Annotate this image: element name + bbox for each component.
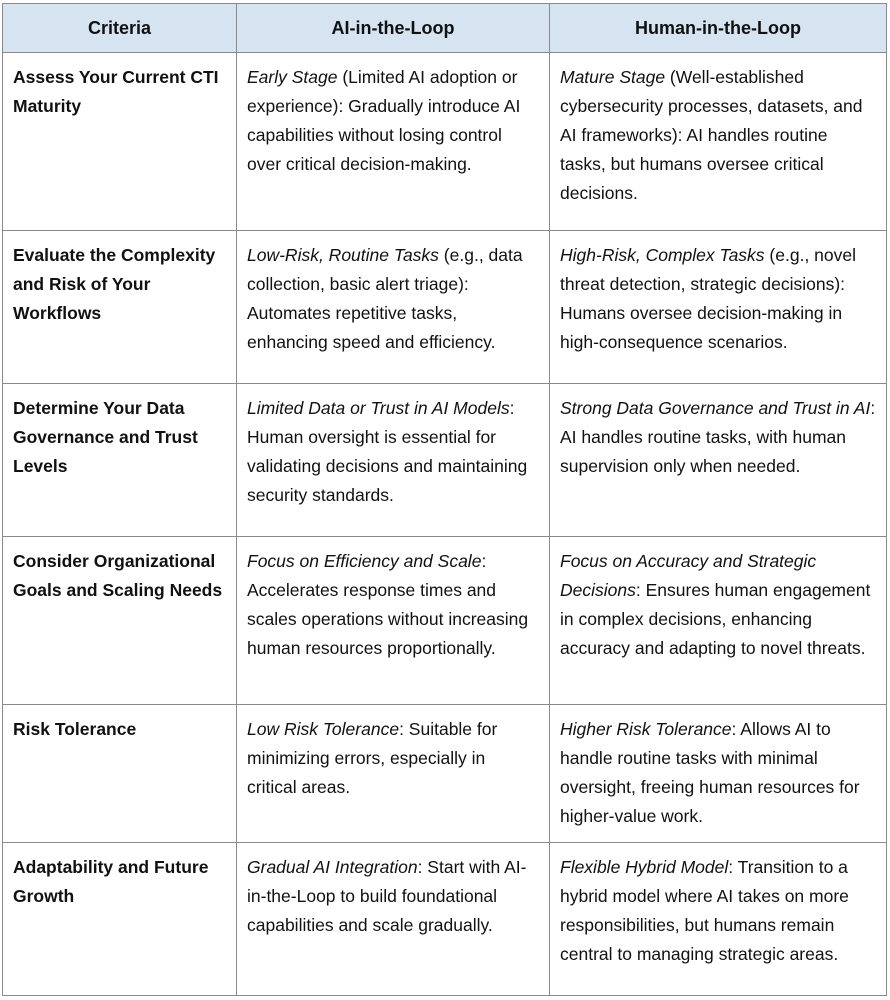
- criteria-cell: Assess Your Current CTI Maturity: [3, 53, 237, 231]
- ai-in-the-loop-cell: [237, 705, 550, 843]
- ai-description: : Accelerates response times and scales operations without increasing human resources proportionally.: [247, 551, 529, 658]
- ai-in-the-loop-cell: [237, 384, 550, 537]
- human-in-the-loop-cell: [550, 53, 887, 231]
- ai-in-the-loop-cell: [237, 843, 550, 996]
- ai-emphasis: Focus on Efficiency and Scale: [247, 551, 482, 571]
- human-description: : Ensures human engagement in complex decisions, enhancing accuracy and adapting to novel threats.: [560, 580, 871, 658]
- human-in-the-loop-cell: [550, 843, 887, 996]
- ai-emphasis: Gradual AI Integration: [247, 857, 418, 877]
- ai-description: : Human oversight is essential for validating decisions and maintaining security standards.: [247, 398, 528, 505]
- ai-emphasis: Low Risk Tolerance: [247, 719, 400, 739]
- table-header: [3, 4, 887, 53]
- ai-description: (e.g., data collection, basic alert triage): Automates repetitive tasks, enhancing speed and efficiency.: [247, 245, 523, 352]
- header-ai-in-the-loop: AI-in-the-Loop: [237, 4, 550, 53]
- table-row: [3, 537, 887, 705]
- human-emphasis: Higher Risk Tolerance: [560, 719, 732, 739]
- header-row: [3, 4, 887, 53]
- ai-emphasis: Early Stage: [247, 67, 338, 87]
- criteria-cell: Evaluate the Complexity and Risk of Your Workflows: [3, 231, 237, 384]
- human-in-the-loop-cell: [550, 537, 887, 705]
- ai-emphasis: Low-Risk, Routine Tasks: [247, 245, 439, 265]
- table-row: [3, 53, 887, 231]
- table-body: [3, 53, 887, 996]
- human-description: : AI handles routine tasks, with human supervision only when needed.: [560, 398, 876, 476]
- criteria-cell: Consider Organizational Goals and Scaling Needs: [3, 537, 237, 705]
- header-criteria: Criteria: [3, 4, 237, 53]
- ai-description: : Suitable for minimizing errors, especially in critical areas.: [247, 719, 498, 797]
- human-description: (Well-established cybersecurity processes, datasets, and AI frameworks): AI handles routine tasks, but humans oversee critical decisions.: [560, 67, 863, 203]
- human-in-the-loop-cell: [550, 384, 887, 537]
- human-description: : Transition to a hybrid model where AI takes on more responsibilities, but humans remain central to managing strategic areas.: [560, 857, 849, 964]
- human-in-the-loop-cell: [550, 231, 887, 384]
- table-row: [3, 843, 887, 996]
- table-row: [3, 384, 887, 537]
- human-description: : Allows AI to handle routine tasks with minimal oversight, freeing human resources for higher-value work.: [560, 719, 860, 826]
- header-human-in-the-loop: Human-in-the-Loop: [550, 4, 887, 53]
- human-emphasis: Strong Data Governance and Trust in AI: [560, 398, 871, 418]
- table-row: [3, 705, 887, 843]
- ai-in-the-loop-cell: [237, 53, 550, 231]
- human-emphasis: High-Risk, Complex Tasks: [560, 245, 765, 265]
- table-row: [3, 231, 887, 384]
- ai-description: (Limited AI adoption or experience): Gradually introduce AI capabilities without losing control over critical decision-making.: [247, 67, 521, 174]
- human-emphasis: Focus on Accuracy and Strategic Decisions: [560, 551, 817, 600]
- human-emphasis: Mature Stage: [560, 67, 666, 87]
- human-description: (e.g., novel threat detection, strategic decisions): Humans oversee decision-making in high-consequence scenarios.: [560, 245, 857, 352]
- ai-in-the-loop-cell: [237, 231, 550, 384]
- ai-emphasis: Limited Data or Trust in AI Models: [247, 398, 510, 418]
- criteria-cell: Risk Tolerance: [3, 705, 237, 843]
- human-in-the-loop-cell: [550, 705, 887, 843]
- criteria-cell: Determine Your Data Governance and Trust Levels: [3, 384, 237, 537]
- human-emphasis: Flexible Hybrid Model: [560, 857, 729, 877]
- ai-description: : Start with AI-in-the-Loop to build foundational capabilities and scale gradually.: [247, 857, 527, 935]
- ai-in-the-loop-cell: [237, 537, 550, 705]
- comparison-table: [2, 3, 887, 996]
- criteria-cell: Adaptability and Future Growth: [3, 843, 237, 996]
